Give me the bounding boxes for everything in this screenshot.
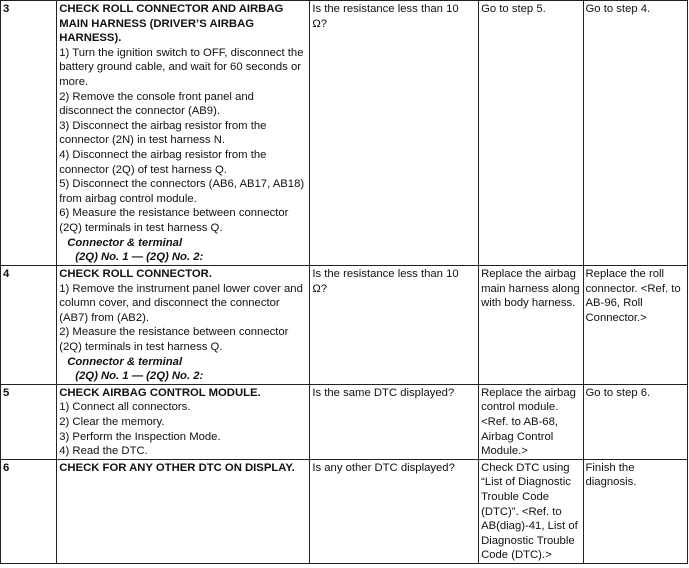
yes-cell xyxy=(479,384,583,459)
no-cell xyxy=(583,1,687,266)
no-action: Replace the roll connector. <Ref. to AB-96, Roll Connector.> xyxy=(585,268,681,324)
yes-action: Replace the airbag main harness along with body harness. xyxy=(481,268,580,310)
step-number: 3 xyxy=(1,1,57,266)
condition-text: Is the same DTC displayed? xyxy=(312,386,455,399)
condition-text: Is the resistance less than 10 Ω? xyxy=(312,268,459,295)
check-title: CHECK FOR ANY OTHER DTC ON DISPLAY. xyxy=(59,461,295,474)
check-cell xyxy=(57,459,310,563)
procedure-step: 1) Remove the instrument panel lower cover and column cover, and disconnect the connector (AB7) from (AB2). xyxy=(59,282,303,324)
check-title: CHECK ROLL CONNECTOR AND AIRBAG MAIN HARNESS (DRIVER’S AIRBAG HARNESS). xyxy=(59,3,284,45)
procedure-step: 3) Perform the Inspection Mode. xyxy=(59,430,221,443)
no-cell xyxy=(583,266,687,385)
connector-terminal-value: (2Q) No. 1 — (2Q) No. 2: xyxy=(75,251,204,264)
procedure-step: 2) Clear the memory. xyxy=(59,415,165,428)
check-cell xyxy=(57,266,310,385)
procedure-step: 4) Disconnect the airbag resistor from the connector (2Q) of test harness Q. xyxy=(59,148,267,176)
check-title: CHECK AIRBAG CONTROL MODULE. xyxy=(59,386,261,399)
procedure-step: 2) Remove the console front panel and disconnect the connector (AB9). xyxy=(59,90,254,118)
procedure-step: 6) Measure the resistance between connector (2Q) terminals in test harness Q. xyxy=(59,207,289,234)
no-action: Go to step 6. xyxy=(585,386,651,399)
check-cell xyxy=(57,384,310,459)
procedure-step: 4) Read the DTC. xyxy=(59,445,148,458)
condition-cell xyxy=(310,384,479,459)
condition-cell xyxy=(310,1,479,266)
table-row xyxy=(1,459,688,563)
connector-terminal-label: Connector & terminal xyxy=(67,236,183,249)
no-action: Finish the diagnosis. xyxy=(585,461,637,489)
check-title: CHECK ROLL CONNECTOR. xyxy=(59,268,212,280)
yes-action: Replace the airbag control module. <Ref. to AB-68, Airbag Control Module.> xyxy=(481,386,576,458)
condition-cell xyxy=(310,266,479,385)
no-cell xyxy=(583,459,687,563)
step-number: 4 xyxy=(1,266,57,385)
table-row xyxy=(1,1,688,266)
yes-cell xyxy=(479,266,583,385)
procedure-step: 5) Disconnect the connectors (AB6, AB17, AB18) from airbag control module. xyxy=(59,178,305,205)
procedure-step: 1) Turn the ignition switch to OFF, disconnect the battery ground cable, and wait for 60 seconds or more. xyxy=(59,46,304,88)
condition-text: Is any other DTC displayed? xyxy=(312,461,455,474)
condition-cell xyxy=(310,459,479,563)
step-number: 6 xyxy=(1,459,57,563)
condition-text: Is the resistance less than 10 Ω? xyxy=(312,3,459,30)
procedure-step: 3) Disconnect the airbag resistor from the connector (2N) in test harness N. xyxy=(59,119,267,147)
yes-action: Go to step 5. xyxy=(481,3,546,15)
procedure-step: 2) Measure the resistance between connector (2Q) terminals in test harness Q. xyxy=(59,326,289,353)
table-row xyxy=(1,266,688,385)
check-cell xyxy=(57,1,310,266)
connector-terminal-value: (2Q) No. 1 — (2Q) No. 2: xyxy=(75,370,204,383)
procedure-step: 1) Connect all connectors. xyxy=(59,401,191,414)
connector-terminal-label: Connector & terminal xyxy=(67,355,183,368)
yes-cell xyxy=(479,1,583,266)
no-action: Go to step 4. xyxy=(585,3,651,15)
yes-action: Check DTC using “List of Diagnostic Trouble Code (DTC)”. <Ref. to AB(diag)-41, List of Diagnostic Trouble Code (DTC).> xyxy=(481,461,578,562)
no-cell xyxy=(583,384,687,459)
table-row xyxy=(1,384,688,459)
step-number: 5 xyxy=(1,384,57,459)
yes-cell xyxy=(479,459,583,563)
